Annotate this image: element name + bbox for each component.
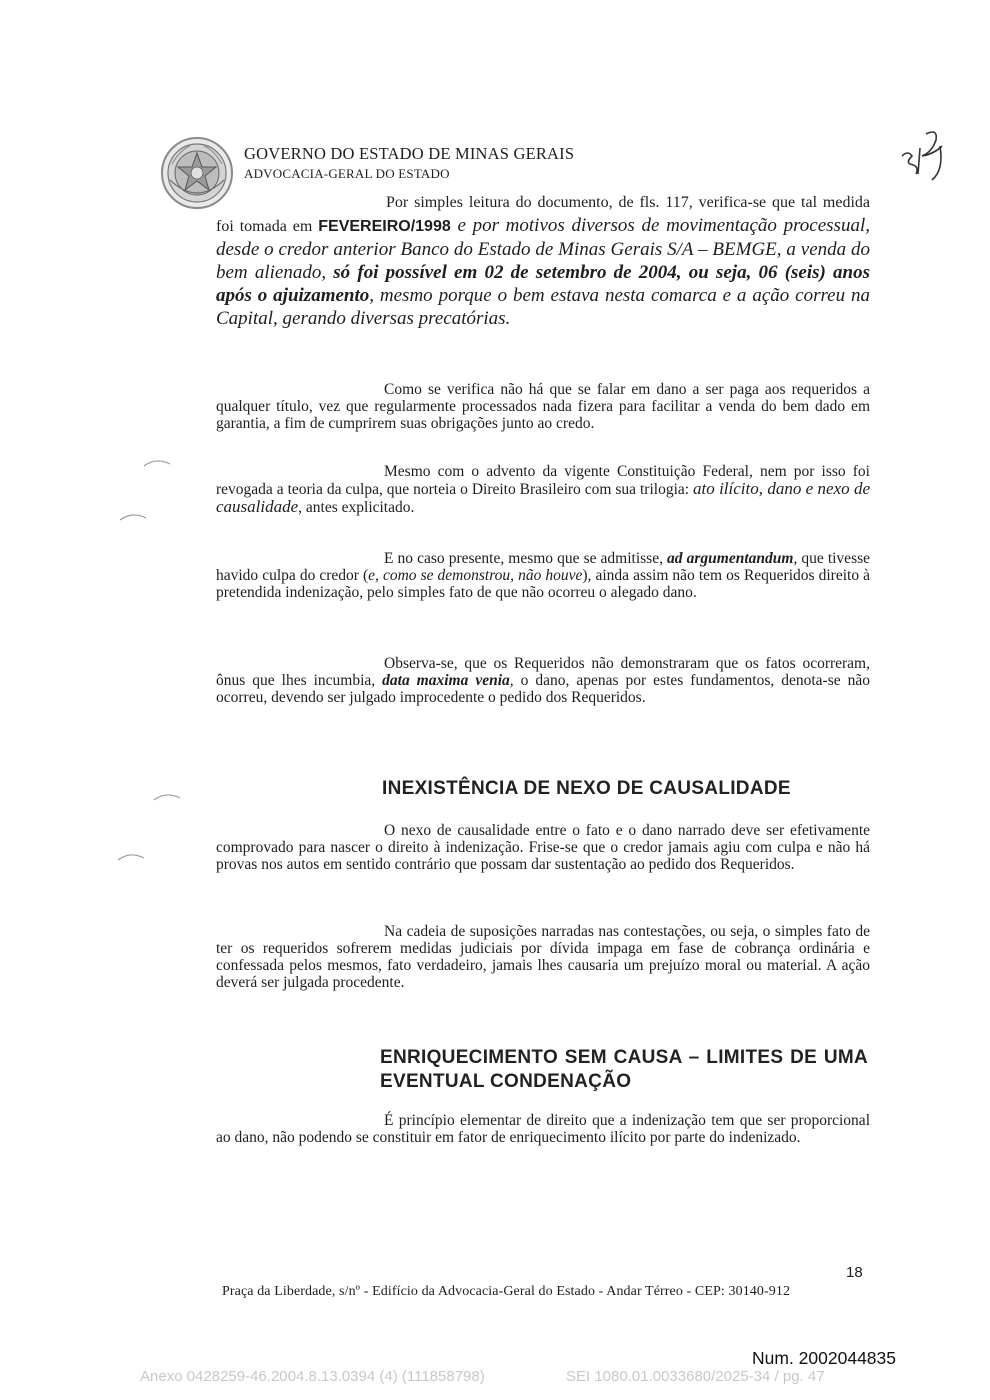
paragraph-4 — [216, 550, 870, 601]
document-number: Num. 2002044835 — [752, 1348, 896, 1368]
paragraph-8-text: É princípio elementar de direito que a indenização tem que ser proporcional ao dano, não podendo se constituir em fator de enriquecimento ilícito por parte do indenizado. — [216, 1112, 870, 1146]
scan-mark — [152, 792, 182, 802]
paragraph-1-date: FEVEREIRO/1998 — [318, 218, 451, 235]
watermark-annex: Anexo 0428259-46.2004.8.13.0394 (4) (111858798) — [140, 1368, 485, 1385]
header-title: GOVERNO DO ESTADO DE MINAS GERAIS — [244, 144, 575, 163]
paragraph-7-text: Na cadeia de suposições narradas nas contestações, ou seja, o simples fato de ter os requeridos sofrerem medidas judiciais por dívida impaga em fase de cobrança ordinária e confessada pelos mesmos, fato verdadeiro, jamais lhes causaria um prejuízo moral ou material. A ação deverá ser julgada procedente. — [216, 923, 870, 991]
scan-mark — [116, 852, 146, 862]
paragraph-5 — [216, 655, 870, 706]
scan-mark — [142, 458, 172, 468]
paragraph-1-italic: e por motivos diversos de movimentação processual, desde o credor anterior Banco do Estado de Minas Gerais S/A – BEMGE, a venda do bem alienado, — [216, 215, 870, 283]
page-number: 18 — [846, 1264, 863, 1281]
section-heading-nexo: INEXISTÊNCIA DE NEXO DE CAUSALIDADE — [382, 778, 791, 799]
paragraph-2 — [216, 381, 870, 432]
scan-mark — [118, 512, 148, 522]
paragraph-6 — [216, 822, 870, 873]
paragraph-7 — [216, 923, 870, 991]
paragraph-4-italic: e, como se demonstrou, não houve — [368, 567, 583, 584]
paragraph-1-lead: Por simples leitura do documento, de fls. 117, verifica-se que tal medida foi tomada em — [216, 194, 870, 235]
paragraph-4-latin: ad argumentandum — [667, 550, 794, 567]
paragraph-8 — [216, 1112, 870, 1146]
paragraph-5-tail: , o dano, apenas por estes fundamentos, denota-se não ocorreu, devendo ser julgado improcedente o pedido dos Requeridos. — [216, 672, 870, 706]
paragraph-3 — [216, 463, 870, 516]
paragraph-2-text: Como se verifica não há que se falar em dano a ser paga aos requeridos a qualquer título, vez que regularmente processados nada fizera para facilitar a venda do bem dado em garantia, a fim de cumprirem suas obrigações junto ao credo. — [216, 381, 870, 432]
paragraph-1-emphasis: só foi possível em 02 de setembro de 2004, ou seja, 06 (seis) anos após o ajuizamento — [216, 262, 870, 306]
watermark-sei: SEI 1080.01.0033680/2025-34 / pg. 47 — [566, 1368, 825, 1385]
paragraph-5-lead: Observa-se, que os Requeridos não demonstraram que os fatos ocorreram, ônus que lhes incumbia, — [216, 655, 870, 689]
paragraph-1-tail: , mesmo porque o bem estava nesta comarca e a ação correu na Capital, gerando diversas precatórias. — [216, 285, 870, 329]
handwritten-folio-mark — [890, 120, 960, 190]
paragraph-4-tail: ), ainda assim não tem os Requeridos direito à pretendida indenização, pelo simples fato de que não ocorreu o alegado dano. — [216, 567, 870, 601]
paragraph-1 — [216, 190, 870, 330]
paragraph-3-lead: Mesmo com o advento da vigente Constituição Federal, nem por isso foi revogada a teoria da culpa, que norteia o Direito Brasileiro com sua trilogia: — [216, 463, 870, 498]
paragraph-4-mid: , que tivesse havido culpa do credor ( — [216, 550, 871, 584]
paragraph-4-lead: E no caso presente, mesmo que se admitisse, — [384, 550, 668, 567]
paragraph-6-text: O nexo de causalidade entre o fato e o dano narrado deve ser efetivamente comprovado para nascer o direito à indenização. Frise-se que o credor jamais agiu com culpa e não há provas nos autos em sentido contrário que possam dar sustentação ao pedido dos Requeridos. — [216, 822, 870, 873]
paragraph-3-italic: ato ilícito, dano e nexo de causalidade — [216, 479, 870, 516]
section-heading-enriquecimento: ENRIQUECIMENTO SEM CAUSA – LIMITES DE UMA EVENTUAL CONDENAÇÃO — [380, 1047, 868, 1092]
footer-address: Praça da Liberdade, s/nº - Edifício da Advocacia-Geral do Estado - Andar Térreo - CEP: 30140-912 — [222, 1284, 791, 1299]
paragraph-5-latin: data maxima venia — [382, 672, 510, 689]
header-subtitle: ADVOCACIA-GERAL DO ESTADO — [244, 166, 450, 181]
paragraph-3-tail: , antes explicitado. — [298, 499, 415, 516]
